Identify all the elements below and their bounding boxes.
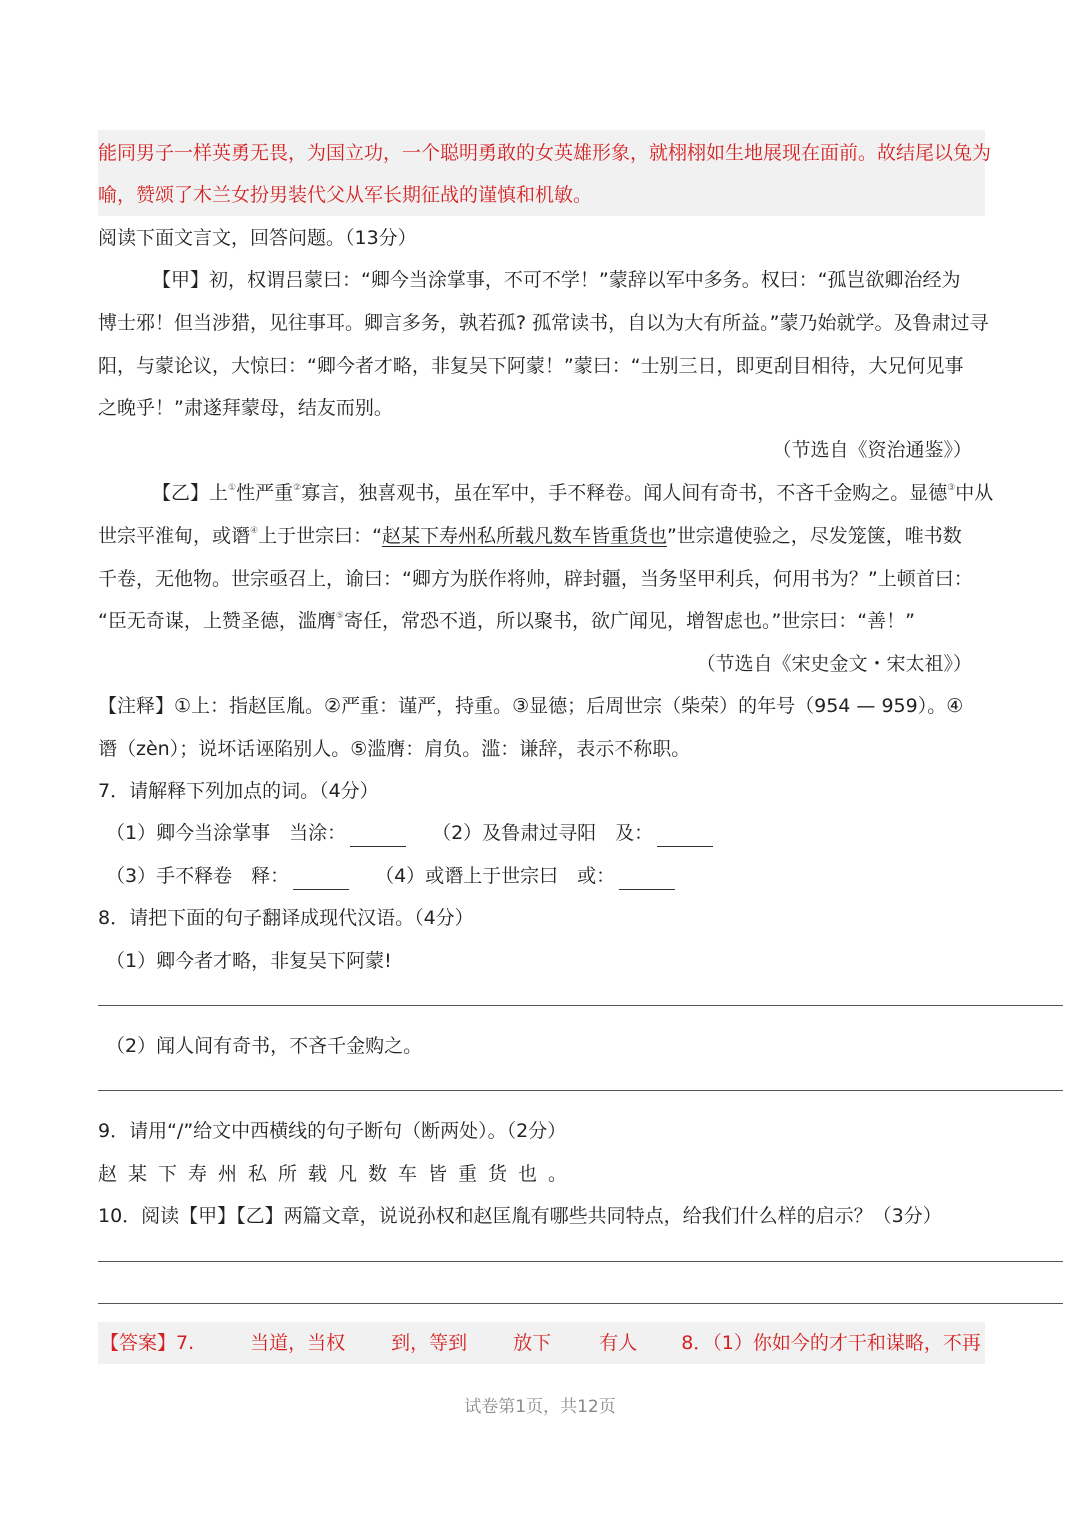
answer-top-line-2: 喻，赞颂了木兰女扮男装代父从军长期征战的谨慎和机敏。	[98, 184, 593, 206]
question-7-row-1	[106, 819, 717, 847]
footnote-marker-2: ②	[293, 483, 302, 493]
footnote-marker-4: ④	[250, 526, 259, 536]
answer-line-3[interactable]	[98, 1261, 1063, 1262]
question-9-sentence: 赵某下寿州私所载凡数车皆重货也。	[98, 1163, 579, 1185]
notes-line-2: 谮（zèn）；说坏话诬陷别人。⑤滥膺：肩负。滥：谦辞，表示不称职。	[98, 738, 691, 760]
footnote-marker-1: ①	[228, 483, 237, 493]
q7-answer-blank-3[interactable]	[293, 871, 349, 890]
yi-text-4b: 寄任，常恐不逍，所以聚书，欲广闻见，增智虑也。”世宗曰：“善！”	[343, 610, 915, 632]
question-8-sentence-1: （1）卿今者才略，非复吴下阿蒙!	[106, 950, 392, 972]
notes-line-1: 【注释】①上：指赵匡胤。②严重：谨严，持重。③显德；后周世宗（柴荣）的年号（954 — 959）。④	[98, 695, 964, 717]
question-7-row-2	[106, 862, 679, 890]
yi-text-1b: 性严重	[236, 482, 294, 504]
underlined-sentence: 赵某下寿州私所载凡数车皆重货也	[381, 525, 667, 547]
q7-answer-blank-1[interactable]	[350, 828, 406, 847]
footnote-marker-3: ③	[947, 483, 956, 493]
yi-text-2b: 上于世宗曰：“	[258, 525, 382, 547]
answer-7-2: 到，等到	[391, 1332, 468, 1354]
q7-item-1: （1）卿今当涂掌事 当涂：	[106, 822, 347, 844]
answer-line-1[interactable]	[98, 1005, 1063, 1006]
q7-answer-blank-2[interactable]	[657, 828, 713, 847]
answer-7-3: 放下	[513, 1332, 552, 1354]
passage-yi-source: （节选自《宋史金文・宋太祖》）	[696, 653, 972, 675]
question-8-title: 8．请把下面的句子翻译成现代汉语。（4分）	[98, 907, 474, 929]
q7-answer-blank-4[interactable]	[619, 871, 675, 890]
q7-item-4: （4）或谮上于世宗曰 或：	[375, 865, 616, 887]
question-7-title: 7．请解释下列加点的词。（4分）	[98, 780, 379, 802]
answer-top-line-1: 能同男子一样英勇无畏，为国立功，一个聪明勇敢的女英雄形象，就栩栩如生地展现在面前。故结尾以兔为	[98, 142, 992, 164]
q7-item-2: （2）及鲁肃过寻阳 及：	[432, 822, 654, 844]
yi-text-1d: 中从	[955, 482, 994, 504]
passage-jia-line-2: 博士邪！但当涉猎，见往事耳。卿言多务，孰若孤? 孤常读书，自以为大有所益。”蒙乃始就学。及鲁肃过寻	[98, 312, 989, 334]
answer-label: 【答案】7.	[100, 1332, 195, 1354]
passage-yi-line-4	[98, 607, 915, 635]
yi-text-1c: 寡言，独喜观书，虽在军中，手不释卷。闻人间有奇书，不吝千金购之。显德	[301, 482, 948, 504]
answer-bottom-line	[100, 1329, 981, 1357]
q7-item-3: （3）手不释卷 释：	[106, 865, 290, 887]
answer-line-4[interactable]	[98, 1303, 1063, 1304]
page-footer: 试卷第1页，共12页	[464, 1397, 616, 1417]
passage-jia-line-3: 阳，与蒙论议，大惊曰：“卿今者才略，非复吴下阿蒙！”蒙曰：“士别三日，即更刮目相待，大兄何见事	[98, 355, 964, 377]
yi-text-2a: 世宗平淮甸，或谮	[98, 525, 251, 547]
passage-jia-line-4: 之晚乎！”肃遂拜蒙母，结友而别。	[98, 397, 393, 419]
question-9-title: 9．请用“/”给文中西横线的句子断句（断两处）。（2分）	[98, 1120, 567, 1142]
passage-jia-source: （节选自《资治通鉴》）	[772, 439, 972, 461]
passage-yi-line-1	[152, 479, 993, 507]
answer-7-4: 有人	[599, 1332, 638, 1354]
passage-yi-line-2	[98, 522, 962, 550]
footnote-marker-5: ⑤	[335, 611, 344, 621]
answer-line-2[interactable]	[98, 1090, 1063, 1091]
yi-text-4a: “臣无奇谋，上赞圣德，滥膺	[98, 610, 336, 632]
question-8-sentence-2: （2）闻人间有奇书，不吝千金购之。	[106, 1035, 423, 1057]
passage-yi-line-3: 千卷，无他物。世宗亟召上，谕曰：“卿方为朕作将帅，辟封疆，当务坚甲利兵，何用书为？”上顿首曰：	[98, 568, 973, 590]
passage-jia-line-1: 【甲】初，权谓吕蒙曰：“卿今当涂掌事，不可不学！”蒙辞以军中多务。权曰：“孤岂欲卿治经为	[152, 269, 961, 291]
section-title: 阅读下面文言文，回答问题。（13分）	[98, 227, 417, 249]
answer-7-1: 当道，当权	[250, 1332, 346, 1354]
answer-8-start: 8．（1）你如今的才干和谋略，不再	[681, 1332, 981, 1354]
question-10-title: 10．阅读【甲】【乙】两篇文章，说说孙权和赵匡胤有哪些共同特点，给我们什么样的启示？（3分）	[98, 1205, 942, 1227]
yi-text-1a: 【乙】上	[152, 482, 229, 504]
yi-text-2c: ”世宗遣使验之，尽发笼箧，唯书数	[666, 525, 962, 547]
